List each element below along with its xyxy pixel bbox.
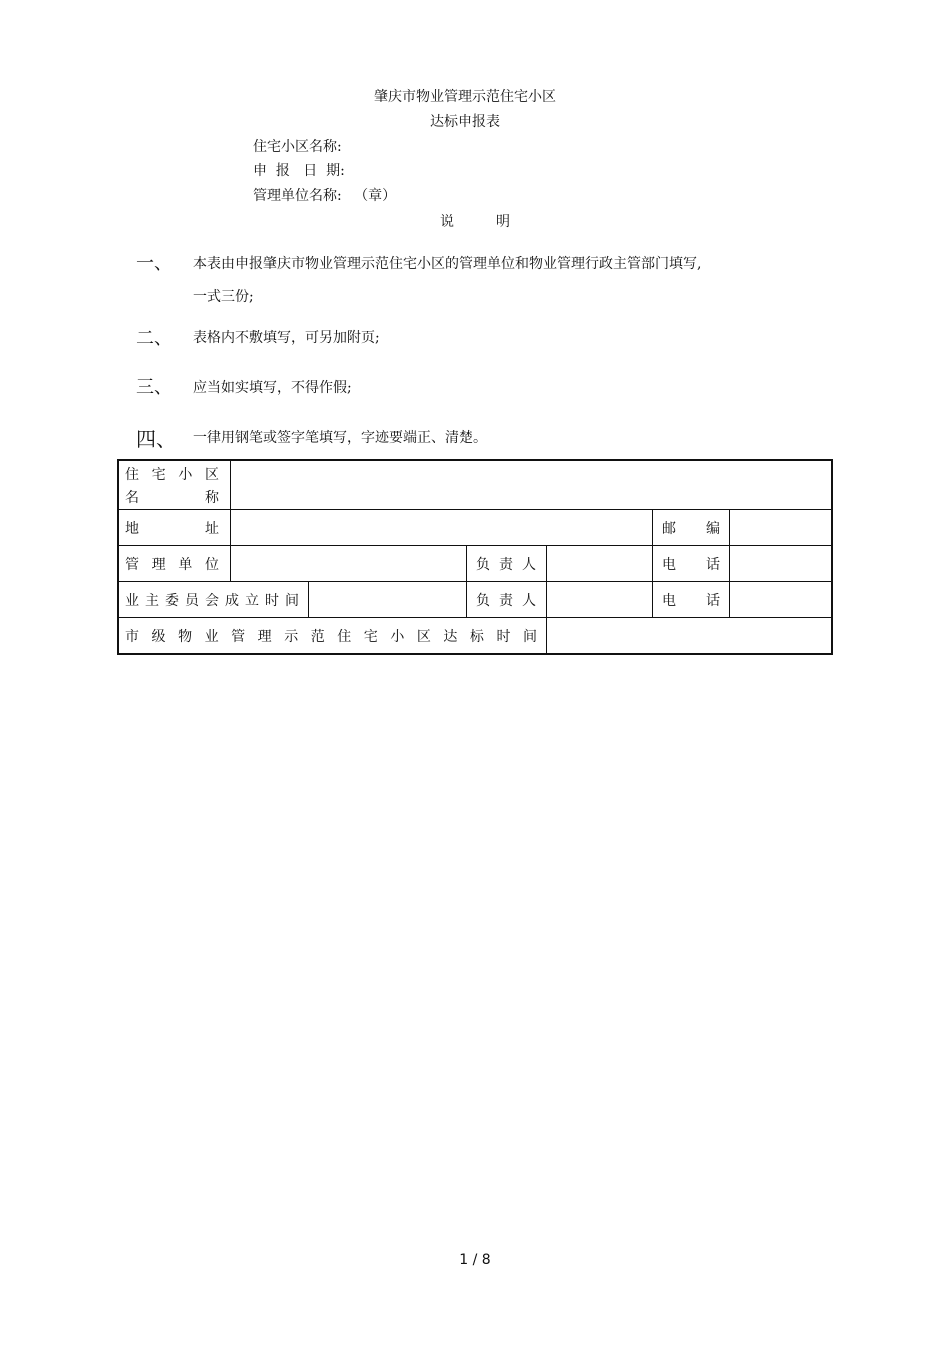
- label-char: 名: [125, 490, 139, 506]
- label-char: 地: [125, 520, 139, 537]
- note-number: 二、: [136, 328, 172, 349]
- label-char: 宅: [363, 628, 378, 645]
- input-postcode[interactable]: [730, 510, 831, 545]
- field-apply-date: [253, 160, 353, 180]
- form-title-line1: 肇庆市物业管理示范住宅小区: [374, 89, 556, 105]
- label-char: 编: [706, 520, 720, 537]
- label-char: 电: [662, 556, 676, 573]
- table-rule: [119, 545, 831, 546]
- label-char: 理: [151, 556, 166, 573]
- note-number: 一、: [136, 253, 172, 274]
- input-standard-achieved-date[interactable]: [547, 618, 831, 653]
- note-text: 一式三份;: [193, 289, 254, 305]
- label-char: 立: [245, 592, 259, 609]
- label-char: 员: [185, 592, 199, 609]
- label-char: 示: [284, 628, 299, 645]
- label-char: 级: [151, 628, 166, 645]
- label-char: 标: [469, 628, 484, 645]
- label-char: 责: [499, 592, 513, 609]
- note-text: 应当如实填写，不得作假;: [193, 380, 352, 396]
- input-person-in-charge[interactable]: [547, 546, 652, 581]
- label-char: 理: [257, 628, 272, 645]
- label-char: 人: [522, 592, 536, 609]
- label-char: 主: [145, 592, 159, 609]
- label-char: 邮: [662, 520, 676, 537]
- label-char: 电: [662, 592, 676, 609]
- field-apply-date-label: 申 报 日 期:: [253, 163, 345, 179]
- label-char: 物: [178, 628, 193, 645]
- label-postcode: [662, 510, 720, 545]
- table-rule: [652, 509, 653, 617]
- label-estate-name-bottom: [125, 486, 219, 508]
- label-char: 达: [443, 628, 458, 645]
- label-person-in-charge: [476, 546, 536, 581]
- label-char: 时: [265, 592, 279, 609]
- field-management-unit: [253, 185, 396, 205]
- input-estate-name[interactable]: [231, 461, 831, 509]
- label-owners-committee-date: [125, 582, 299, 617]
- label-char: 宅: [151, 467, 166, 483]
- note-number: 四、: [136, 427, 176, 451]
- label-address: [125, 510, 219, 545]
- label-char: 范: [310, 628, 325, 645]
- label-char: 区: [204, 467, 219, 483]
- input-phone[interactable]: [730, 546, 831, 581]
- label-char: 住: [337, 628, 352, 645]
- label-char: 称: [205, 490, 219, 506]
- label-char: 委: [165, 592, 179, 609]
- label-char: 间: [522, 628, 537, 645]
- label-char: 间: [285, 592, 299, 609]
- label-char: 业: [204, 628, 219, 645]
- label-char: 成: [225, 592, 239, 609]
- form-title-line2: 达标申报表: [430, 114, 500, 130]
- input-phone-2[interactable]: [730, 582, 831, 617]
- label-char: 业: [125, 592, 139, 609]
- input-person-in-charge-2[interactable]: [547, 582, 652, 617]
- label-char: 区: [416, 628, 431, 645]
- label-char: 会: [205, 592, 219, 609]
- field-estate-name: [253, 136, 350, 156]
- label-char: 话: [706, 592, 720, 609]
- label-char: 市: [125, 628, 139, 645]
- input-address[interactable]: [231, 510, 652, 545]
- label-char: 小: [178, 467, 193, 483]
- label-char: 住: [125, 467, 139, 483]
- application-form-table: [117, 459, 833, 655]
- label-person-in-charge-2: [476, 582, 536, 617]
- note-text: 表格内不敷填写，可另加附页;: [193, 330, 380, 346]
- note-text: 本表由申报肇庆市物业管理示范住宅小区的管理单位和物业管理行政主管部门填写,: [193, 256, 702, 272]
- notes-heading-char: 明: [496, 214, 510, 230]
- page-number: 1 / 8: [459, 1252, 491, 1268]
- label-phone: [662, 546, 720, 581]
- label-estate-name-top: [125, 463, 219, 485]
- notes-heading-char: 说: [440, 214, 454, 230]
- field-management-unit-label: 管理单位名称:: [253, 188, 342, 204]
- input-management-unit[interactable]: [231, 546, 466, 581]
- label-char: 责: [499, 556, 513, 573]
- label-char: 负: [476, 556, 490, 573]
- note-number: 三、: [136, 377, 172, 398]
- field-estate-name-label: 住宅小区名称:: [253, 139, 342, 155]
- label-char: 负: [476, 592, 490, 609]
- label-char: 时: [496, 628, 511, 645]
- label-standard-achieved-date: [125, 618, 537, 653]
- notes-heading: [0, 211, 950, 231]
- label-management-unit: [125, 546, 219, 581]
- input-owners-committee-date[interactable]: [309, 582, 466, 617]
- label-char: 人: [522, 556, 536, 573]
- label-phone-2: [662, 582, 720, 617]
- label-char: 管: [231, 628, 246, 645]
- label-char: 小: [390, 628, 405, 645]
- label-char: 话: [706, 556, 720, 573]
- table-rule: [466, 545, 467, 617]
- note-text: 一律用钢笔或签字笔填写，字迹要端正、清楚。: [193, 430, 487, 446]
- label-char: 单: [178, 556, 193, 573]
- label-char: 位: [204, 556, 219, 573]
- label-char: 管: [125, 556, 139, 573]
- label-char: 址: [205, 520, 219, 537]
- field-management-unit-seal: （章）: [354, 188, 397, 204]
